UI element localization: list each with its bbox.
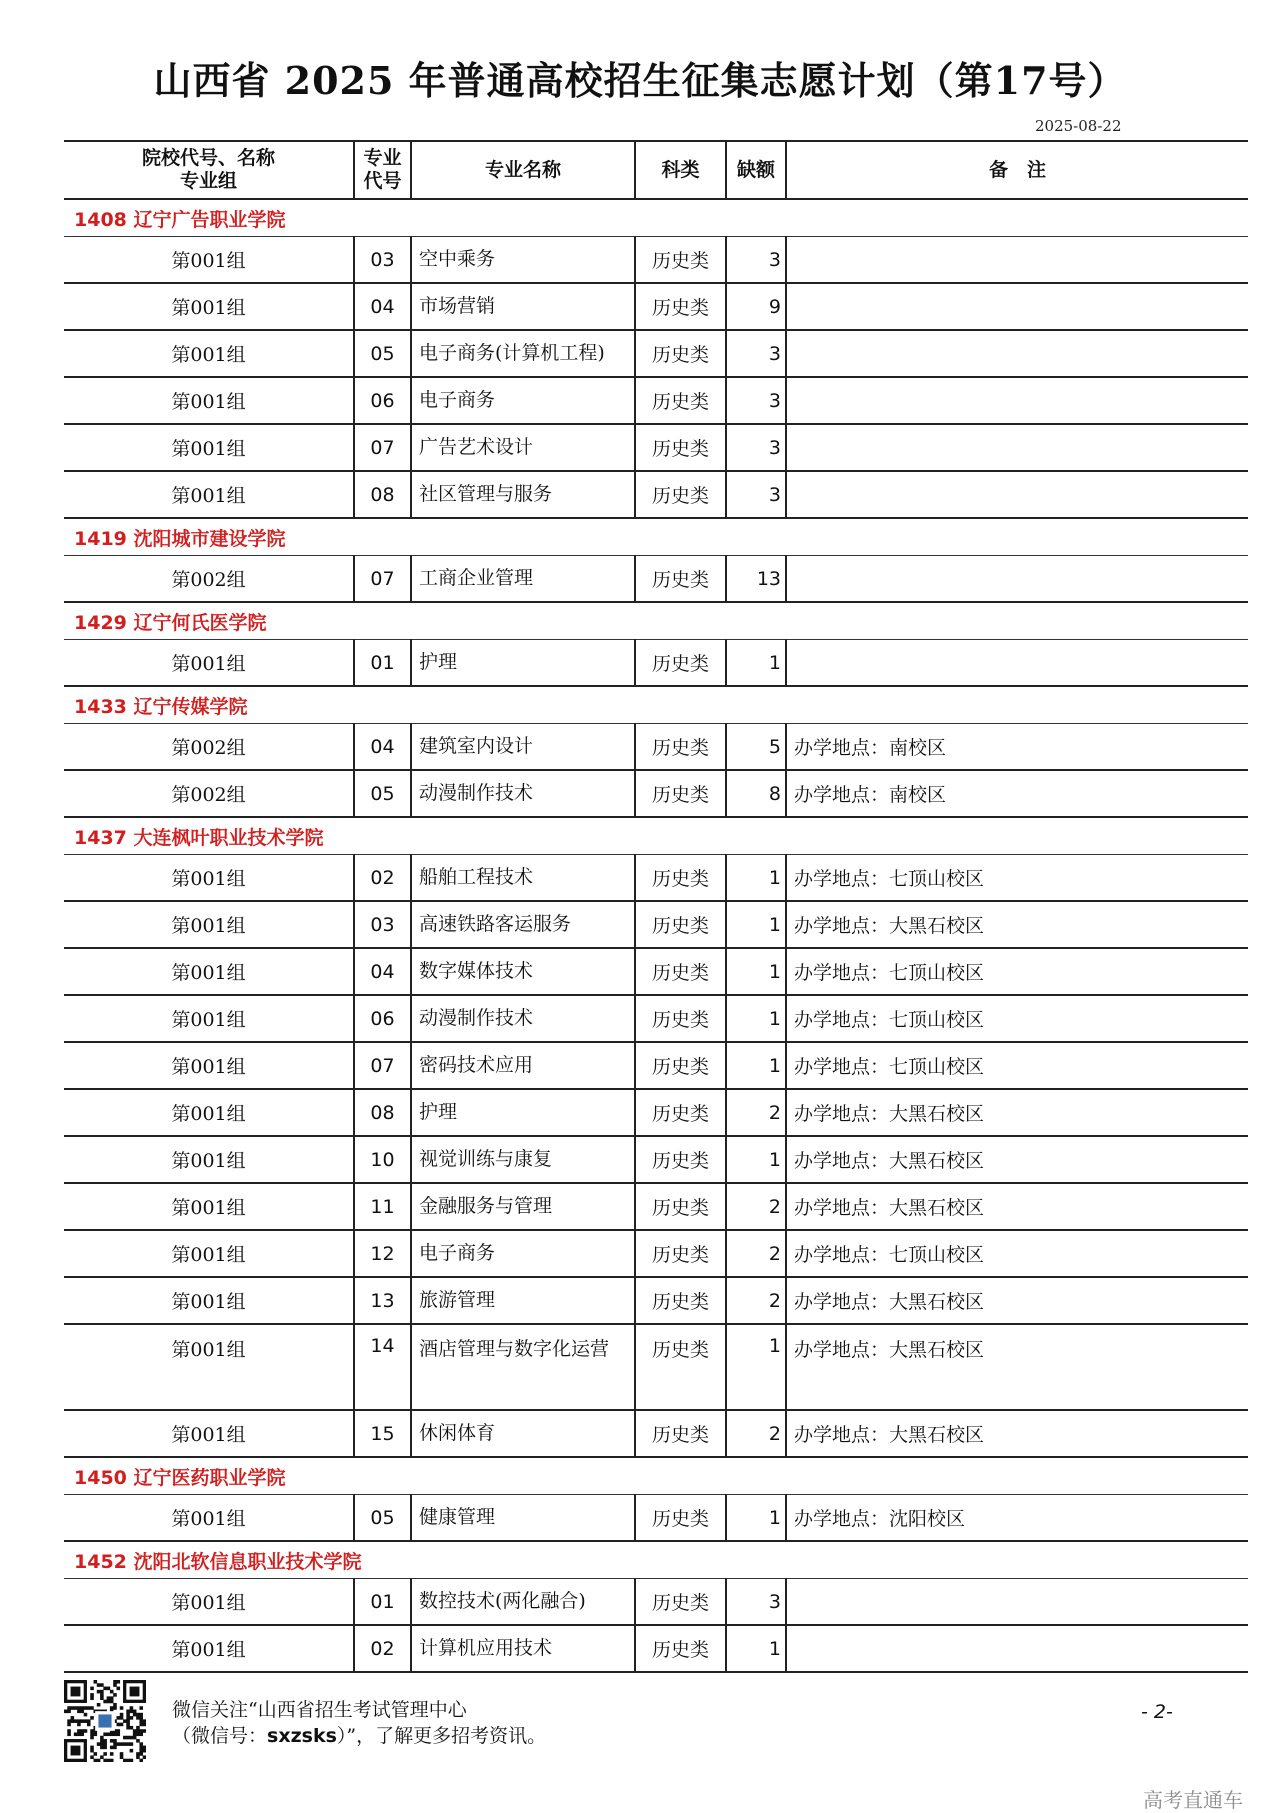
note-cell: 办学地点：沈阳校区 [786, 1495, 1248, 1542]
major-code-cell: 08 [354, 471, 411, 518]
group-cell: 第001组 [64, 901, 354, 948]
group-cell: 第001组 [64, 377, 354, 424]
quota-cell: 8 [726, 770, 786, 817]
group-cell: 第002组 [64, 724, 354, 771]
major-name-cell: 护理 [411, 640, 635, 687]
category-cell: 历史类 [635, 1183, 726, 1230]
major-name-cell: 工商企业管理 [411, 556, 635, 603]
major-name-cell: 空中乘务 [411, 237, 635, 284]
note-cell [786, 556, 1248, 603]
major-code-cell: 07 [354, 1042, 411, 1089]
group-cell: 第002组 [64, 556, 354, 603]
note-cell: 办学地点：南校区 [786, 724, 1248, 771]
school-row [64, 1457, 1248, 1495]
major-name-cell: 高速铁路客运服务 [411, 901, 635, 948]
school-row [64, 518, 1248, 556]
category-cell: 历史类 [635, 770, 726, 817]
quota-cell: 5 [726, 724, 786, 771]
major-name-cell: 市场营销 [411, 283, 635, 330]
footer-line1: 微信关注“山西省招生考试管理中心 [172, 1699, 467, 1721]
header-category: 科类 [635, 141, 726, 199]
major-row [64, 1410, 1248, 1457]
header-school-line1: 院校代号、名称 [141, 147, 275, 170]
major-code-cell: 02 [354, 1625, 411, 1672]
school-row [64, 602, 1248, 640]
major-name-cell: 船舶工程技术 [411, 855, 635, 902]
header-major-code [354, 141, 411, 199]
footer-line2-prefix: （微信号： [172, 1724, 268, 1747]
major-row [64, 1089, 1248, 1136]
note-cell: 办学地点：七顶山校区 [786, 1230, 1248, 1277]
group-cell: 第001组 [64, 1089, 354, 1136]
major-row [64, 424, 1248, 471]
quota-cell: 2 [726, 1410, 786, 1457]
note-cell: 办学地点：七顶山校区 [786, 1042, 1248, 1089]
school-name: 1419 沈阳城市建设学院 [64, 518, 1248, 556]
major-name-cell: 视觉训练与康复 [411, 1136, 635, 1183]
category-cell: 历史类 [635, 237, 726, 284]
category-cell: 历史类 [635, 1410, 726, 1457]
major-code-cell: 05 [354, 770, 411, 817]
note-cell [786, 283, 1248, 330]
header-school-line2: 专业组 [179, 170, 237, 192]
category-cell: 历史类 [635, 330, 726, 377]
major-code-cell: 07 [354, 424, 411, 471]
group-cell: 第001组 [64, 1324, 354, 1410]
major-name-cell: 酒店管理与数字化运营 [411, 1324, 635, 1410]
major-row [64, 1324, 1248, 1410]
major-code-cell: 06 [354, 995, 411, 1042]
school-name: 1450 辽宁医药职业学院 [64, 1457, 1248, 1495]
category-cell: 历史类 [635, 855, 726, 902]
major-code-cell: 03 [354, 901, 411, 948]
major-row [64, 1579, 1248, 1626]
major-code-cell: 14 [354, 1324, 411, 1410]
major-code-cell: 08 [354, 1089, 411, 1136]
major-row [64, 1136, 1248, 1183]
school-name: 1437 大连枫叶职业技术学院 [64, 817, 1248, 855]
category-cell: 历史类 [635, 1495, 726, 1542]
major-row [64, 1230, 1248, 1277]
quota-cell: 1 [726, 1042, 786, 1089]
quota-cell: 13 [726, 556, 786, 603]
major-row [64, 330, 1248, 377]
group-cell: 第001组 [64, 995, 354, 1042]
major-name-cell: 计算机应用技术 [411, 1625, 635, 1672]
note-cell [786, 1625, 1248, 1672]
group-cell: 第001组 [64, 1277, 354, 1324]
group-cell: 第001组 [64, 640, 354, 687]
quota-cell: 1 [726, 995, 786, 1042]
major-code-cell: 05 [354, 1495, 411, 1542]
quota-cell: 1 [726, 1495, 786, 1542]
major-name-cell: 护理 [411, 1089, 635, 1136]
category-cell: 历史类 [635, 283, 726, 330]
enrollment-plan-table [64, 140, 1248, 1673]
major-code-cell: 03 [354, 237, 411, 284]
major-row [64, 724, 1248, 771]
major-row [64, 901, 1248, 948]
major-name-cell: 休闲体育 [411, 1410, 635, 1457]
note-cell [786, 471, 1248, 518]
note-cell: 办学地点：大黑石校区 [786, 1324, 1248, 1410]
major-row [64, 855, 1248, 902]
header-quota: 缺额 [726, 141, 786, 199]
category-cell: 历史类 [635, 640, 726, 687]
major-row [64, 1042, 1248, 1089]
group-cell: 第001组 [64, 1410, 354, 1457]
note-cell: 办学地点：大黑石校区 [786, 1136, 1248, 1183]
major-row [64, 283, 1248, 330]
major-code-cell: 04 [354, 724, 411, 771]
quota-cell: 9 [726, 283, 786, 330]
note-cell: 办学地点：七顶山校区 [786, 855, 1248, 902]
quota-cell: 3 [726, 471, 786, 518]
category-cell: 历史类 [635, 901, 726, 948]
major-row [64, 995, 1248, 1042]
category-cell: 历史类 [635, 1089, 726, 1136]
page-title: 山西省 2025 年普通高校招生征集志愿计划（第17号） [153, 58, 1127, 103]
table-header-row [64, 141, 1248, 199]
quota-cell: 1 [726, 855, 786, 902]
school-name: 1408 辽宁广告职业学院 [64, 199, 1248, 237]
category-cell: 历史类 [635, 1625, 726, 1672]
major-row [64, 237, 1248, 284]
school-name: 1433 辽宁传媒学院 [64, 686, 1248, 724]
group-cell: 第001组 [64, 1495, 354, 1542]
quota-cell: 1 [726, 640, 786, 687]
school-row [64, 1541, 1248, 1579]
category-cell: 历史类 [635, 377, 726, 424]
group-cell: 第001组 [64, 1136, 354, 1183]
category-cell: 历史类 [635, 424, 726, 471]
category-cell: 历史类 [635, 1277, 726, 1324]
major-code-cell: 06 [354, 377, 411, 424]
quota-cell: 2 [726, 1277, 786, 1324]
wechat-id: sxzsks [267, 1724, 337, 1747]
quota-cell: 3 [726, 377, 786, 424]
page-number: - 2- [1141, 1701, 1173, 1723]
major-code-cell: 15 [354, 1410, 411, 1457]
quota-cell: 1 [726, 901, 786, 948]
footer-line2 [172, 1724, 546, 1750]
header-code-line2: 代号 [363, 170, 402, 192]
major-code-cell: 02 [354, 855, 411, 902]
note-cell: 办学地点：七顶山校区 [786, 948, 1248, 995]
quota-cell: 3 [726, 424, 786, 471]
quota-cell: 1 [726, 1136, 786, 1183]
table-body [64, 199, 1248, 1672]
group-cell: 第001组 [64, 855, 354, 902]
header-code-line1: 专业 [363, 147, 402, 170]
major-name-cell: 动漫制作技术 [411, 995, 635, 1042]
major-code-cell: 11 [354, 1183, 411, 1230]
category-cell: 历史类 [635, 724, 726, 771]
group-cell: 第001组 [64, 1579, 354, 1626]
category-cell: 历史类 [635, 1324, 726, 1410]
major-name-cell: 金融服务与管理 [411, 1183, 635, 1230]
major-row [64, 1625, 1248, 1672]
header-school-group [64, 141, 354, 199]
major-code-cell: 13 [354, 1277, 411, 1324]
category-cell: 历史类 [635, 995, 726, 1042]
major-row [64, 1495, 1248, 1542]
major-name-cell: 数控技术(两化融合) [411, 1579, 635, 1626]
header-major-name: 专业名称 [411, 141, 635, 199]
category-cell: 历史类 [635, 1579, 726, 1626]
major-name-cell: 密码技术应用 [411, 1042, 635, 1089]
major-name-cell: 数字媒体技术 [411, 948, 635, 995]
publish-date: 2025-08-22 [1035, 117, 1122, 135]
note-cell [786, 237, 1248, 284]
major-code-cell: 12 [354, 1230, 411, 1277]
major-name-cell: 建筑室内设计 [411, 724, 635, 771]
major-code-cell: 01 [354, 1579, 411, 1626]
major-name-cell: 广告艺术设计 [411, 424, 635, 471]
major-row [64, 948, 1248, 995]
watermark: 高考直通车 [1143, 1788, 1243, 1812]
note-cell: 办学地点：大黑石校区 [786, 901, 1248, 948]
note-cell [786, 1579, 1248, 1626]
quota-cell: 2 [726, 1183, 786, 1230]
major-row [64, 1277, 1248, 1324]
major-row [64, 1183, 1248, 1230]
footer-line2-suffix: ）”，了解更多招考资讯。 [336, 1724, 547, 1747]
category-cell: 历史类 [635, 556, 726, 603]
quota-cell: 3 [726, 1579, 786, 1626]
major-name-cell: 健康管理 [411, 1495, 635, 1542]
school-row [64, 817, 1248, 855]
school-row [64, 686, 1248, 724]
group-cell: 第001组 [64, 283, 354, 330]
major-code-cell: 10 [354, 1136, 411, 1183]
major-name-cell: 电子商务 [411, 377, 635, 424]
group-cell: 第001组 [64, 330, 354, 377]
quota-cell: 3 [726, 330, 786, 377]
group-cell: 第001组 [64, 1042, 354, 1089]
note-cell [786, 640, 1248, 687]
quota-cell: 3 [726, 237, 786, 284]
footer-wechat-note [172, 1698, 546, 1749]
major-code-cell: 05 [354, 330, 411, 377]
school-name: 1452 沈阳北软信息职业技术学院 [64, 1541, 1248, 1579]
group-cell: 第001组 [64, 424, 354, 471]
major-name-cell: 动漫制作技术 [411, 770, 635, 817]
school-row [64, 199, 1248, 237]
note-cell: 办学地点：大黑石校区 [786, 1183, 1248, 1230]
quota-cell: 1 [726, 948, 786, 995]
group-cell: 第002组 [64, 770, 354, 817]
category-cell: 历史类 [635, 1230, 726, 1277]
major-code-cell: 04 [354, 948, 411, 995]
note-cell: 办学地点：大黑石校区 [786, 1277, 1248, 1324]
major-row [64, 770, 1248, 817]
major-name-cell: 社区管理与服务 [411, 471, 635, 518]
major-code-cell: 07 [354, 556, 411, 603]
category-cell: 历史类 [635, 1042, 726, 1089]
note-cell: 办学地点：大黑石校区 [786, 1089, 1248, 1136]
major-code-cell: 01 [354, 640, 411, 687]
school-name: 1429 辽宁何氏医学院 [64, 602, 1248, 640]
major-row [64, 556, 1248, 603]
quota-cell: 2 [726, 1230, 786, 1277]
major-code-cell: 04 [354, 283, 411, 330]
major-row [64, 471, 1248, 518]
category-cell: 历史类 [635, 948, 726, 995]
note-cell: 办学地点：大黑石校区 [786, 1410, 1248, 1457]
qr-code-icon [64, 1680, 146, 1762]
quota-cell: 2 [726, 1089, 786, 1136]
note-cell [786, 424, 1248, 471]
major-name-cell: 旅游管理 [411, 1277, 635, 1324]
quota-cell: 1 [726, 1625, 786, 1672]
quota-cell: 1 [726, 1324, 786, 1410]
group-cell: 第001组 [64, 237, 354, 284]
group-cell: 第001组 [64, 471, 354, 518]
note-cell: 办学地点：七顶山校区 [786, 995, 1248, 1042]
note-cell: 办学地点：南校区 [786, 770, 1248, 817]
major-row [64, 640, 1248, 687]
header-note: 备 注 [786, 141, 1248, 199]
category-cell: 历史类 [635, 1136, 726, 1183]
note-cell [786, 330, 1248, 377]
group-cell: 第001组 [64, 1183, 354, 1230]
category-cell: 历史类 [635, 471, 726, 518]
major-name-cell: 电子商务 [411, 1230, 635, 1277]
note-cell [786, 377, 1248, 424]
major-row [64, 377, 1248, 424]
major-name-cell: 电子商务(计算机工程) [411, 330, 635, 377]
group-cell: 第001组 [64, 1625, 354, 1672]
group-cell: 第001组 [64, 948, 354, 995]
group-cell: 第001组 [64, 1230, 354, 1277]
